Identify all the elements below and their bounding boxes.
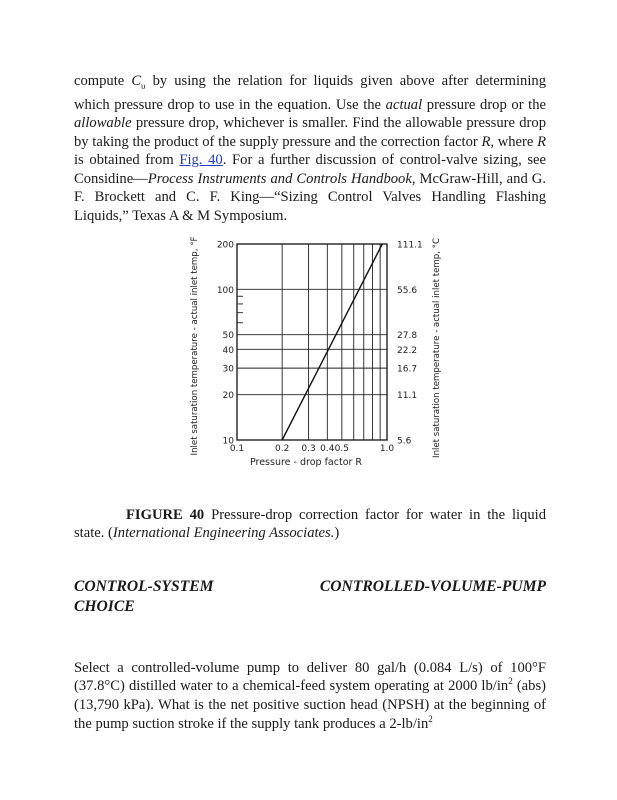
figure-40-link[interactable]: Fig. 40: [179, 152, 223, 169]
x-tick-label: 0.2: [274, 443, 290, 454]
x-tick-label: 0.4: [320, 443, 335, 454]
x-tick-label: 1.0: [379, 443, 395, 454]
y-axis-label-left: Inlet saturation temperature - actual inlet temp, °F: [190, 236, 200, 456]
y-tick-label-right: 16.7: [397, 364, 418, 375]
x-tick-label: 0.1: [229, 443, 245, 454]
series-line-water: [282, 244, 382, 440]
pressure-drop-chart: [74, 232, 546, 482]
problem-paragraph: Select a controlled-volume pump to deliver 80 gal/h (0.084 L/s) of 100°F (37.8°C) distilled water to a chemical-feed system operating at 2000 $lb/in^2$ (abs) (13,790 kPa). What is the net positive suction head (NPSH) at the beginning of the pump suction stroke if the supply tank produces a $2-lb/in^2$: [74, 659, 546, 732]
x-tick-label: 0.3: [301, 443, 316, 454]
y-tick-label-right: 22.2: [397, 345, 418, 356]
figure-label: FIGURE 40: [126, 506, 205, 523]
allowable-word: allowable: [74, 115, 132, 132]
chart-grid: [237, 244, 387, 440]
y-tick-label-left: 40: [222, 345, 234, 356]
actual-word: actual: [385, 96, 423, 113]
y-tick-label-right: 11.1: [397, 390, 418, 401]
x-tick-label: 0.5: [334, 443, 350, 454]
y-tick-label-right: 55.6: [397, 285, 418, 296]
y-axis-label-right: Inlet saturation temperature - actual inlet temp, °C: [432, 237, 442, 458]
y-tick-label-left: 30: [222, 364, 234, 375]
intro-paragraph: compute $C_\upsilon$ by using the relation for liquids given above after determining which pressure drop to use in the equation. Use the actual pressure drop or the allowable pressure drop, whichever is smaller. Find the allowable pressure drop by taking the product of the supply pressure and the correction factor R, where R is obtained from Fig. 40. For a further discussion of control-valve sizing, see Considine—Process Instruments and Controls Handbook, McGraw-Hill, and G. F. Brockett and C. F. King—“Sizing Control Valves Handling Flashing Liquids,” Texas A & M Symposium.: [74, 73, 547, 225]
page: [74, 72, 546, 733]
y-tick-label-left: 50: [222, 330, 234, 341]
figure-caption: FIGURE 40 Pressure-drop correction factor for water in the liquid state. (International Engineering Associates.): [74, 506, 546, 542]
y-tick-label-right: 27.8: [397, 330, 418, 341]
y-tick-label-left: 200: [216, 240, 234, 251]
caption-source: International Engineering Associates.: [112, 525, 335, 542]
heading-controlled-volume-pump: CONTROLLED-VOLUME-PUMP: [319, 577, 546, 595]
x-axis-label: Pressure - drop factor R: [249, 456, 363, 468]
cv-subscript: υ: [141, 80, 146, 91]
y-tick-label-right: 5.6: [397, 436, 412, 447]
cv-symbol: C: [131, 73, 142, 89]
book-title: Process Instruments and Controls Handbook: [147, 170, 412, 187]
y-tick-label-left: 100: [216, 285, 234, 296]
heading-control-system-choice: CONTROL-SYSTEM CHOICE: [74, 577, 214, 615]
figure-40: [74, 232, 546, 482]
y-tick-label-right: 111.1: [397, 240, 423, 251]
section-headings: [74, 577, 546, 621]
y-tick-label-left: 20: [222, 390, 234, 401]
chart-frame: [237, 244, 387, 440]
y-tick-label-left: 10: [222, 436, 234, 447]
